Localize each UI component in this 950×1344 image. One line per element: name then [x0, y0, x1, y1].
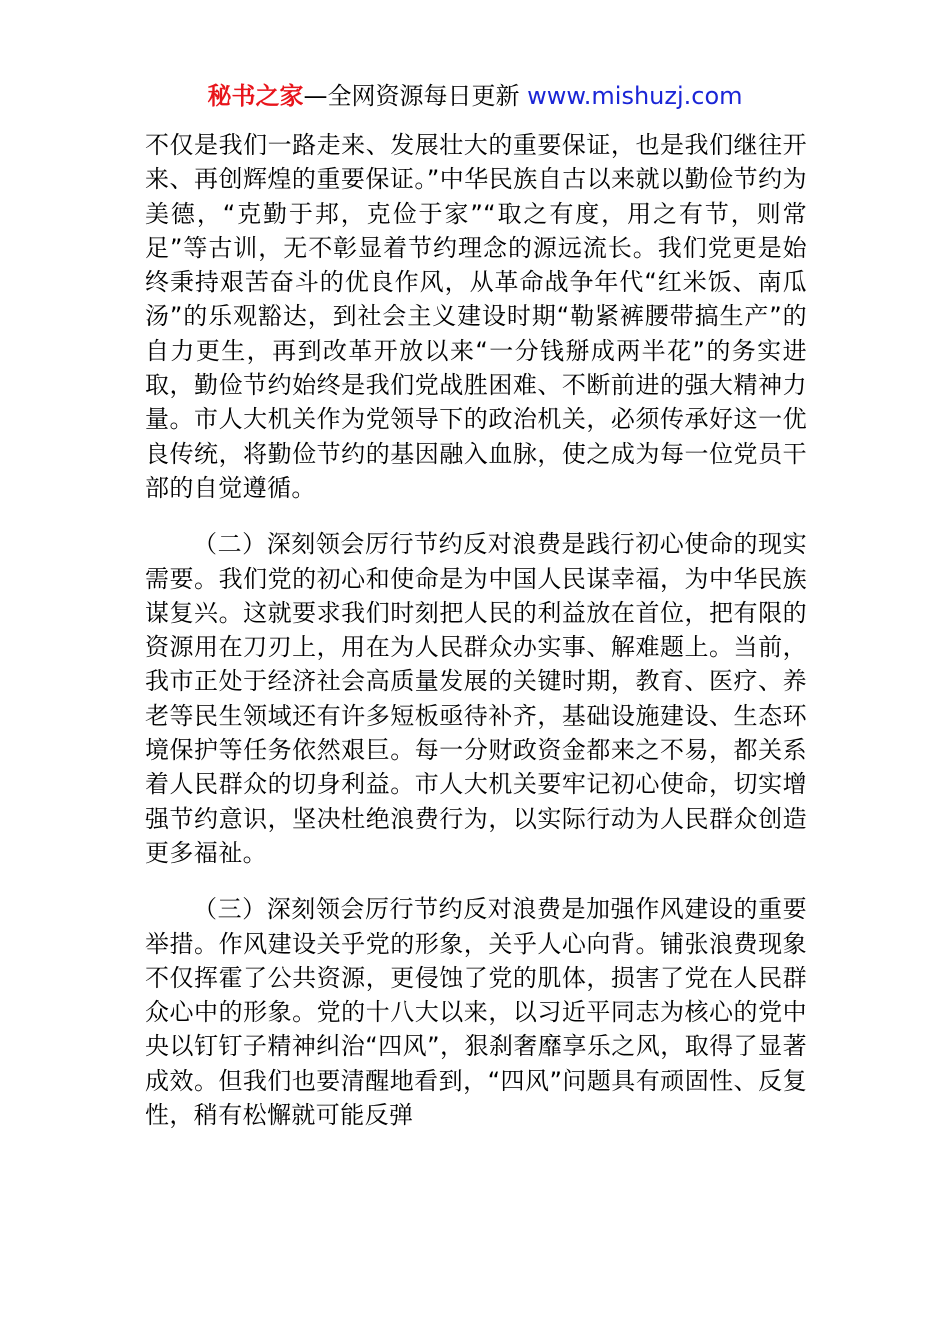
brand-name: 秘书之家 — [207, 82, 304, 110]
paragraph-continuation: 不仅是我们一路走来、发展壮大的重要保证，也是我们继往开来、再创辉煌的重要保证。”中华民族自古以来就以勤俭节约为美德，“克勤于邦，克俭于家”“取之有度，用之有节，则常足”等古训，无不彰显着节约理念的源远流长。我们党更是始终秉持艰苦奋斗的优良作风，从革命战争年代“红米饭、南瓜汤”的乐观豁达，到社会主义建设时期“勒紧裤腰带搞生产”的自力更生，再到改革开放以来“一分钱掰成两半花”的务实进取，勤俭节约始终是我们党战胜困难、不断前进的强大精神力量。市人大机关作为党领导下的政治机关，必须传承好这一优良传统，将勤俭节约的基因融入血脉，使之成为每一位党员干部的自觉遵循。 — [145, 131, 807, 502]
paragraph-section-2: （二）深刻领会厉行节约反对浪费是践行初心使命的现实需要。我们党的初心和使命是为中国人民谋幸福，为中华民族谋复兴。这就要求我们时刻把人民的利益放在首位，把有限的资源用在刀刃上，用在为人民群众办实事、解难题上。当前，我市正处于经济社会高质量发展的关键时期，教育、医疗、养老等民生领域还有许多短板亟待补齐，基础设施建设、生态环境保护等任务依然艰巨。每一分财政资金都来之不易，都关系着人民群众的切身利益。市人大机关要牢记初心使命，切实增强节约意识，坚决杜绝浪费行为，以实际行动为人民群众创造更多福祉。 — [145, 530, 807, 867]
paragraph-section-3: （三）深刻领会厉行节约反对浪费是加强作风建设的重要举措。作风建设关乎党的形象，关乎人心向背。铺张浪费现象不仅挥霍了公共资源，更侵蚀了党的肌体，损害了党在人民群众心中的形象。党的十八大以来，以习近平同志为核心的党中央以钉钉子精神纠治“四风”，狠刹奢靡享乐之风，取得了显著成效。但我们也要清醒地看到，“四风”问题具有顽固性、反复性，稍有松懈就可能反弹 — [145, 895, 807, 1130]
document-body — [145, 128, 807, 1132]
website-link[interactable]: www.mishuzj.com — [519, 82, 743, 110]
header-tagline: —全网资源每日更新 — [303, 82, 520, 110]
site-header — [0, 80, 950, 112]
